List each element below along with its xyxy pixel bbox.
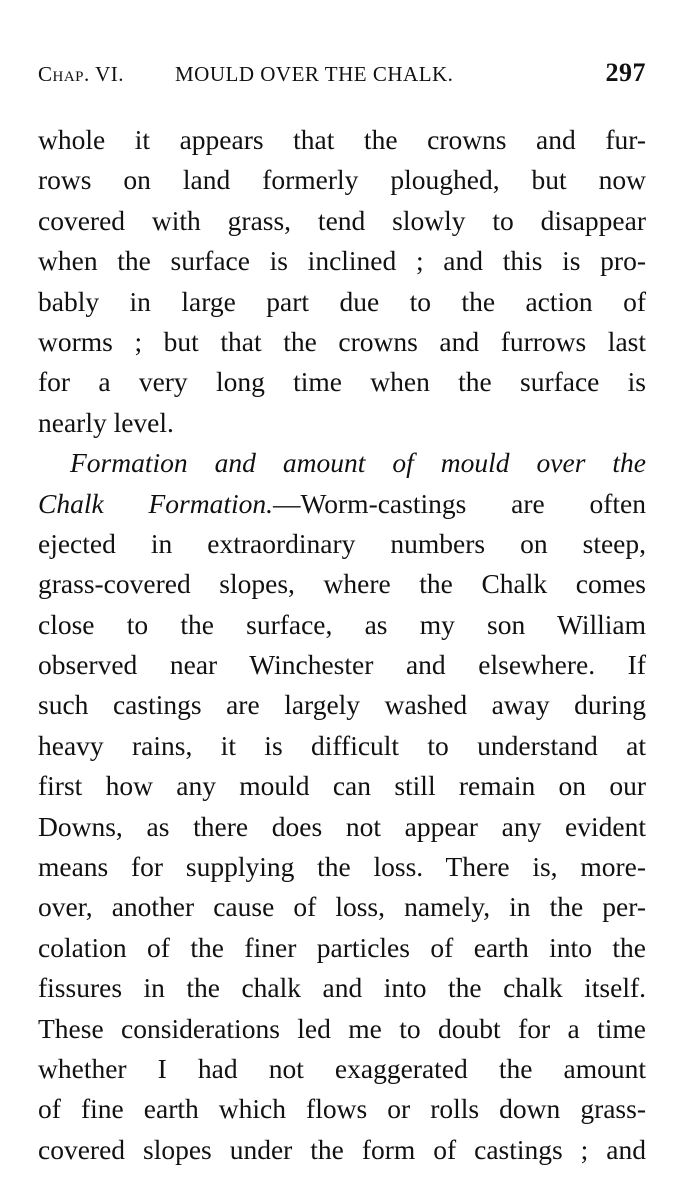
text-line: colation of the finer particles of earth into the bbox=[38, 931, 646, 963]
text-line: nearly level. bbox=[38, 406, 174, 438]
text-line: worms ; but that the crowns and furrows last bbox=[38, 325, 646, 357]
text-line: whether I had not exaggerated the amount bbox=[38, 1052, 646, 1084]
page-number: 297 bbox=[605, 58, 646, 87]
text-line: close to the surface, as my son William bbox=[38, 608, 646, 640]
text-line: observed near Winchester and elsewhere. If bbox=[38, 649, 646, 681]
text-line bbox=[38, 484, 646, 524]
text-line: over, another cause of loss, namely, in the per- bbox=[38, 891, 646, 923]
text-line: covered with grass, tend slowly to disappear bbox=[38, 204, 646, 236]
running-title: MOULD OVER THE CHALK. bbox=[175, 62, 454, 86]
text-line-rest: —Worm-castings are often bbox=[273, 487, 646, 519]
paragraph-1 bbox=[38, 120, 646, 443]
text-line: such castings are largely washed away during bbox=[38, 689, 646, 721]
text-line: fissures in the chalk and into the chalk itself. bbox=[38, 972, 646, 1004]
text-line: means for supplying the loss. There is, more- bbox=[38, 851, 646, 883]
text-line: whole it appears that the crowns and fur- bbox=[38, 124, 646, 155]
text-line: rows on land formerly ploughed, but now bbox=[38, 164, 646, 196]
chapter-label: Chap. VI. bbox=[38, 62, 125, 86]
text-line: ejected in extraordinary numbers on steep, bbox=[38, 527, 646, 559]
paragraph-2 bbox=[38, 443, 646, 1170]
text-line: bably in large part due to the action of bbox=[38, 285, 646, 317]
body-text bbox=[38, 120, 646, 1170]
text-line: These considerations led me to doubt for a time bbox=[38, 1012, 646, 1044]
text-line: of fine earth which flows or rolls down grass- bbox=[38, 1093, 646, 1125]
book-page bbox=[38, 58, 646, 1170]
text-line: when the surface is inclined ; and this is pro- bbox=[38, 245, 646, 277]
text-line: for a very long time when the surface is bbox=[38, 366, 646, 398]
text-line: first how any mould can still remain on our bbox=[38, 770, 646, 802]
section-heading-line: Formation and amount of mould over the bbox=[70, 447, 646, 479]
text-line: Downs, as there does not appear any evident bbox=[38, 810, 646, 842]
running-head bbox=[38, 58, 646, 94]
text-line: covered slopes under the form of castings ; and bbox=[38, 1133, 646, 1165]
section-heading-end: Chalk Formation. bbox=[38, 487, 274, 519]
text-line: heavy rains, it is difficult to understand at bbox=[38, 729, 646, 761]
text-line: grass-covered slopes, where the Chalk comes bbox=[38, 568, 646, 600]
